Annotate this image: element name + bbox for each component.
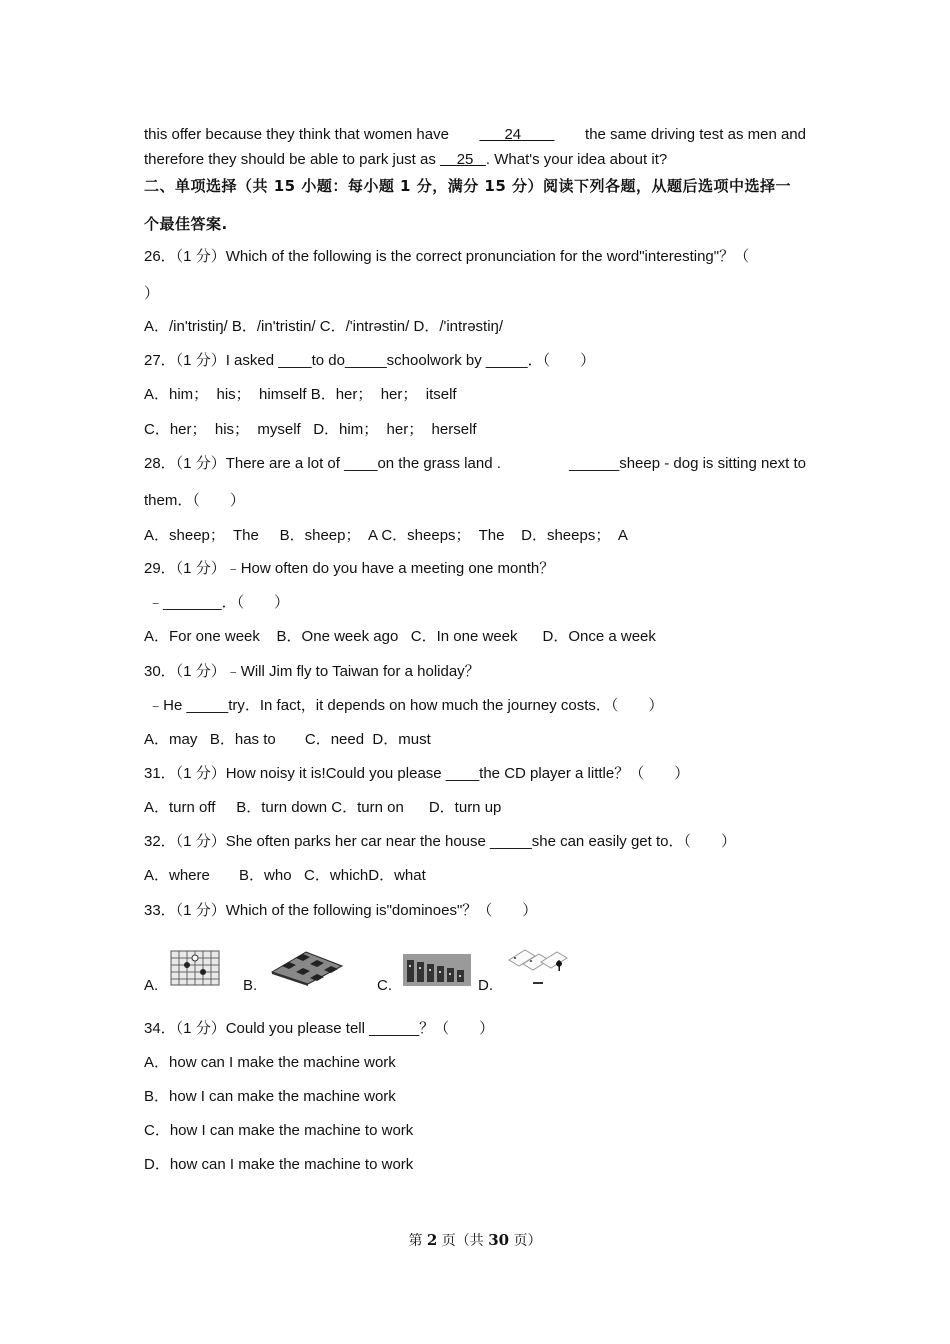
go-board-image: [170, 950, 220, 986]
q33-option-c-label: C.: [377, 977, 392, 994]
blank-24-number: 24: [504, 126, 522, 143]
q33-option-d-label: D.: [478, 977, 493, 994]
intro-text-1b: the same driving test as men and: [585, 126, 806, 143]
intro-text-2a: therefore they should be able to park just as: [144, 151, 436, 168]
section-heading-line-2: 个最佳答案.: [144, 215, 228, 233]
dominoes-image: [403, 954, 471, 986]
q27-stem: 27．（1 分）I asked ____to do_____schoolwork by _____．（ ）: [144, 352, 596, 369]
blank-25: [440, 151, 486, 168]
q34-option-c: C．how I can make the machine to work: [144, 1122, 414, 1139]
intro-line-2: [144, 150, 667, 170]
intro-text-1a: this offer because they think that women have: [144, 126, 449, 143]
q27-options-2: C．her； his； myself D．him； her； herself: [144, 421, 477, 438]
footer-prefix: 第: [408, 1233, 427, 1249]
page-footer: [0, 1230, 950, 1250]
q33-stem: 33．（1 分）Which of the following is"dominoes"？（ ）: [144, 902, 538, 919]
q27-options-1: A．him； his； himself B．her； her； itself: [144, 386, 457, 403]
q34-option-b: B．how I can make the machine work: [144, 1088, 396, 1105]
q34-option-d: D．how can I make the machine to work: [144, 1156, 414, 1173]
section-heading-line-1: 二、单项选择（共 15 小题：每小题 1 分，满分 15 分）阅读下列各题，从题后选项中选择一: [144, 177, 792, 195]
current-page-number: 2: [426, 1231, 438, 1249]
q34-stem: 34．（1 分）Could you please tell ______？（ ）: [144, 1020, 495, 1037]
q29-stem: 29．（1 分）﹣How often do you have a meeting one month？: [144, 560, 555, 577]
q28-stem-b: ______sheep - dog is sitting next to: [569, 455, 806, 472]
q26-options: A．/in'tristiŋ/ B．/in'tristin/ C．/'intrəstin/ D．/'intrəstiŋ/: [144, 318, 504, 335]
q28-stem-end: them．（ ）: [144, 492, 245, 509]
q33-option-b-label: B.: [243, 977, 258, 994]
total-page-count: 30: [488, 1231, 510, 1249]
blank-24: [479, 125, 554, 145]
q31-options: A．turn off B．turn down C．turn on D．turn up: [144, 799, 502, 816]
q30-options: A．may B．has to C．need D．must: [144, 731, 431, 748]
blank-25-number: 25: [456, 151, 474, 168]
q26-stem: 26．（1 分）Which of the following is the correct pronunciation for the word"interesting"？（: [144, 248, 750, 265]
chess-board-image: [268, 948, 344, 986]
playing-cards-image: [503, 946, 577, 988]
q32-options: A．where B．who C．whichD．what: [144, 867, 426, 884]
q34-option-a: A．how can I make the machine work: [144, 1054, 396, 1071]
q26-stem-end: ）: [144, 285, 160, 302]
footer-suffix: 页）: [509, 1233, 542, 1249]
q31-stem: 31．（1 分）How noisy it is!Could you please ____the CD player a little？（ ）: [144, 765, 690, 782]
q29-options: A．For one week B．One week ago C．In one week D．Once a week: [144, 628, 656, 645]
q29-stem-answer: ﹣_______．（ ）: [144, 594, 290, 611]
q28-options: A．sheep； The B．sheep； A C．sheeps； The D．sheeps； A: [144, 527, 628, 544]
q30-stem: 30．（1 分）﹣Will Jim fly to Taiwan for a holiday？: [144, 663, 480, 680]
q28-stem: [144, 454, 806, 474]
intro-text-2b: . What's your idea about it?: [485, 151, 668, 168]
q28-stem-a: 28．（1 分）There are a lot of ____on the grass land .: [144, 455, 501, 472]
footer-middle: 页（共: [437, 1233, 489, 1249]
q33-option-a-label: A.: [144, 977, 159, 994]
intro-line-1: [144, 125, 806, 145]
q32-stem: 32．（1 分）She often parks her car near the house _____she can easily get to．（ ）: [144, 833, 736, 850]
q30-stem-answer: ﹣He _____try．In fact，it depends on how much the journey costs．（ ）: [144, 697, 664, 714]
